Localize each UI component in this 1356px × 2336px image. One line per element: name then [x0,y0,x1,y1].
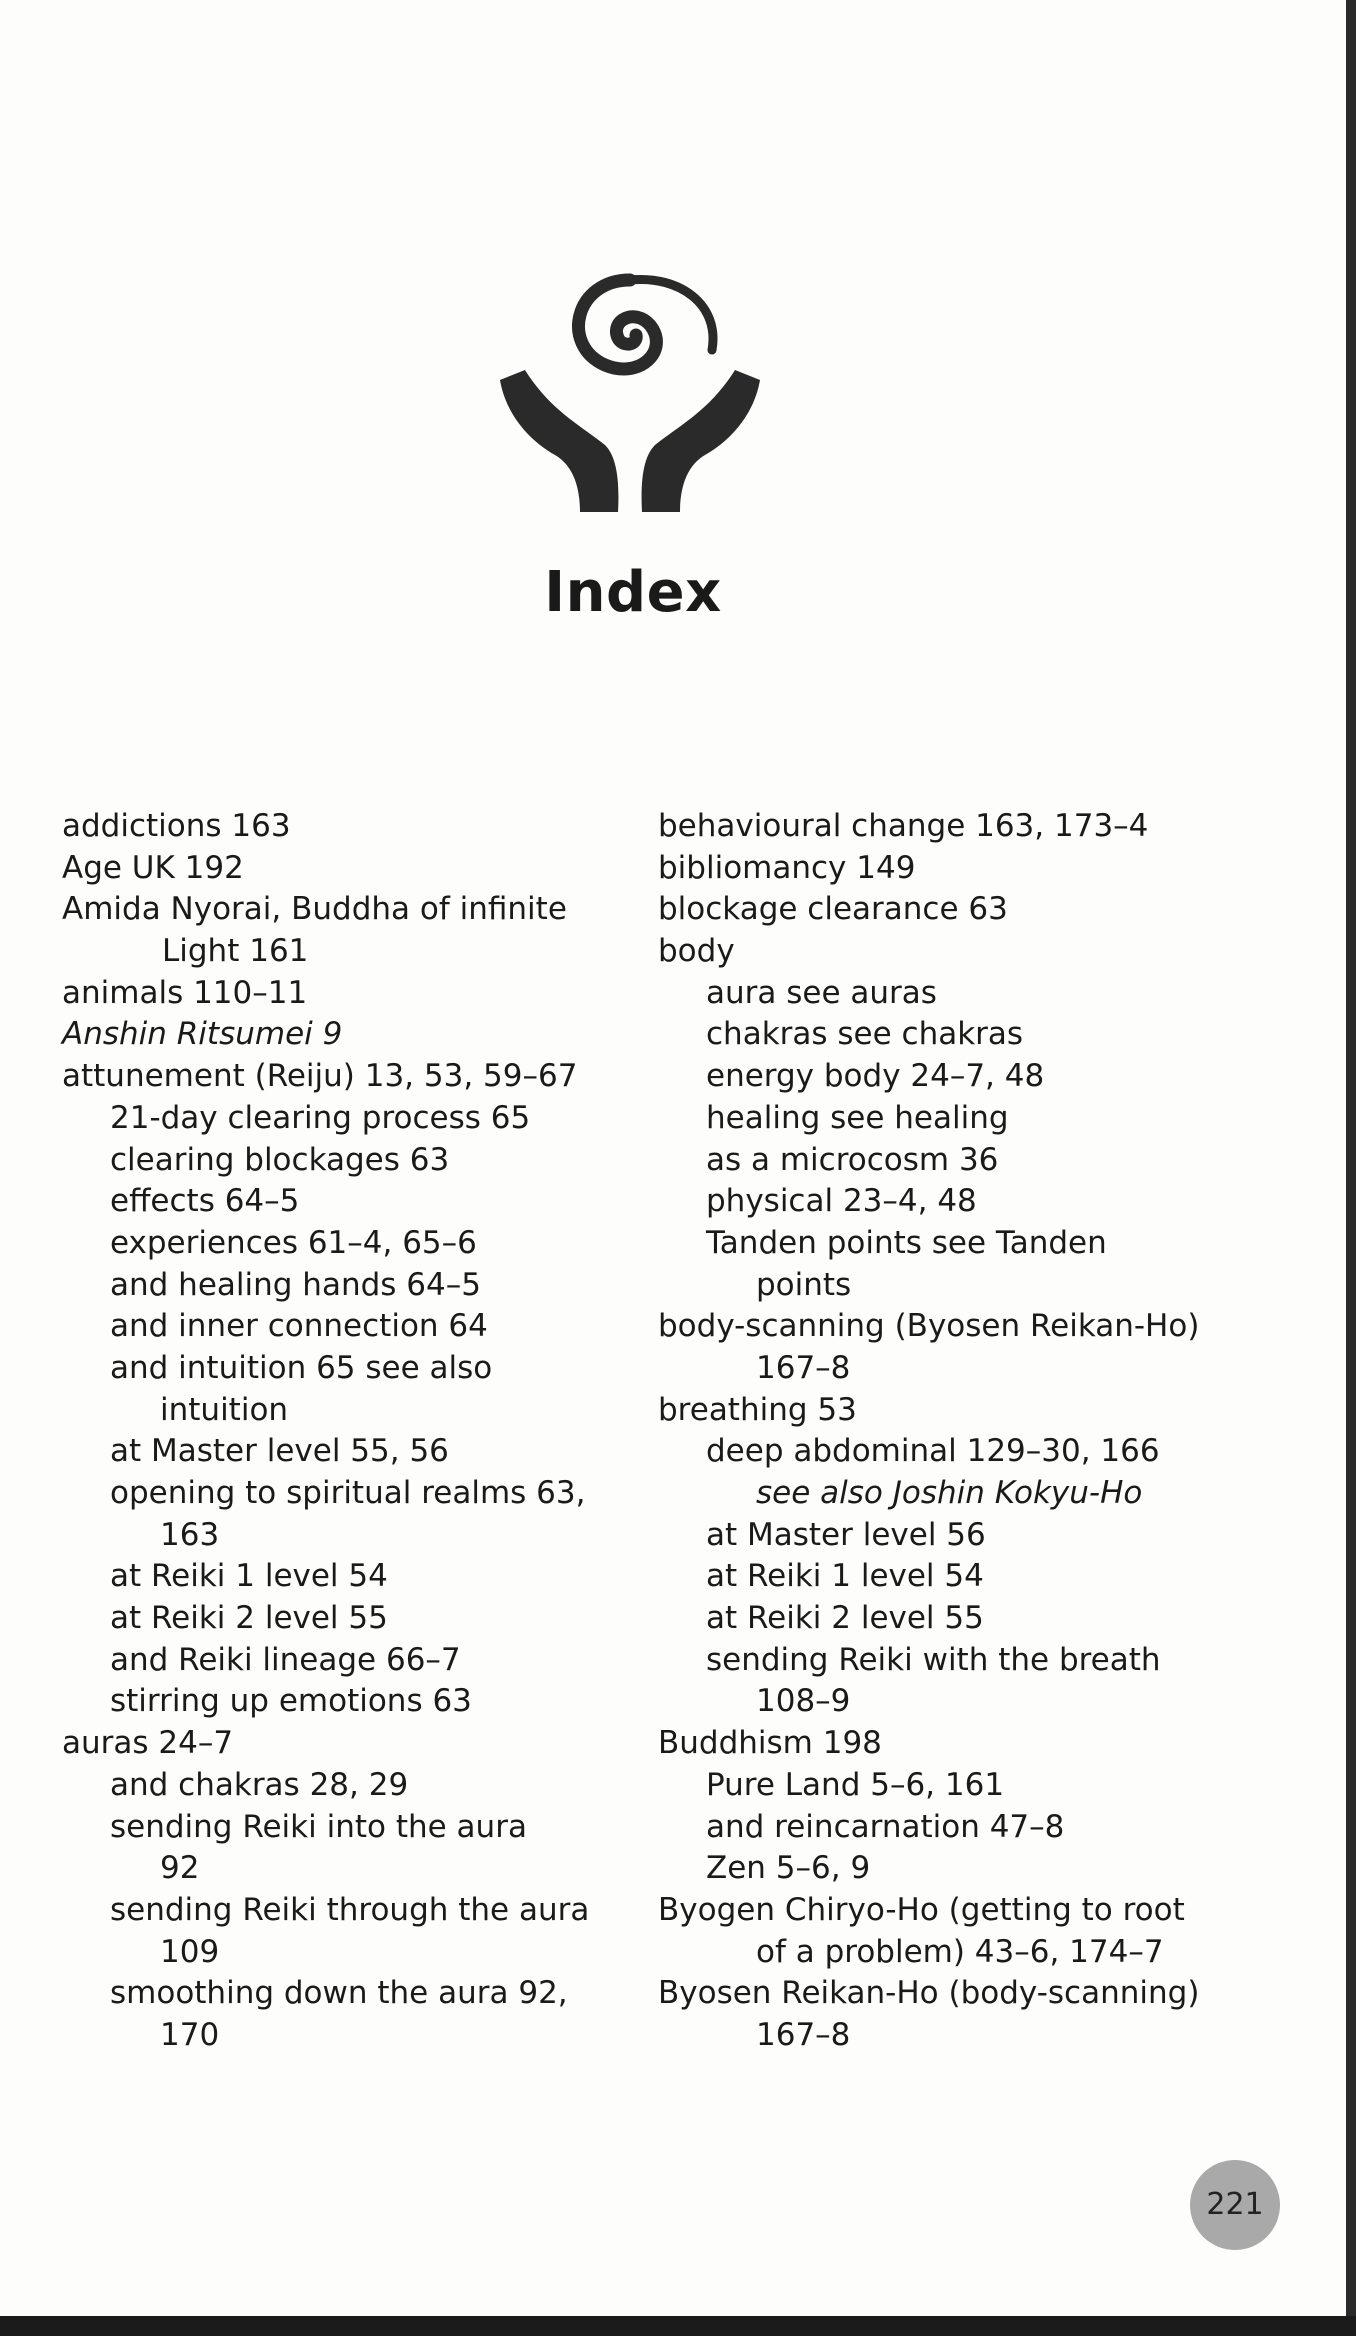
index-entry: Byosen Reikan-Ho (body-scanning) [658,1975,1200,2012]
index-entry: sending Reiki into the aura [110,1808,527,1845]
index-entry: and intuition 65 see also [110,1349,493,1386]
index-entry: sending Reiki with the breath [706,1641,1161,1678]
index-entry: energy body 24–7, 48 [706,1058,1045,1095]
index-entry: and reincarnation 47–8 [706,1808,1065,1845]
index-entry: addictions 163 [62,808,291,844]
index-entry: auras 24–7 [62,1725,234,1762]
index-entry: and healing hands 64–5 [110,1266,481,1303]
index-entry: and chakras 28, 29 [110,1766,409,1803]
index-entry: Age UK 192 [62,849,244,886]
index-entry: stirring up emotions 63 [110,1683,472,1720]
index-entry: and inner connection 64 [110,1308,488,1345]
index-entry: intuition [160,1391,289,1428]
index-entry: of a problem) 43–6, 174–7 [756,1933,1164,1970]
index-entry: 21-day clearing process 65 [110,1099,531,1136]
index-entry: physical 23–4, 48 [706,1183,977,1220]
index-entry: Tanden points see Tanden [706,1224,1107,1261]
index-entry: body-scanning (Byosen Reikan-Ho) [658,1308,1200,1345]
index-entry: aura see auras [706,974,937,1011]
index-entry: body [658,933,735,970]
index-entry: deep abdominal 129–30, 166 [706,1433,1160,1470]
index-column-right [658,806,1258,2057]
index-entry: bibliomancy 149 [658,849,916,886]
index-entry: points [756,1266,852,1303]
index-entry: and Reiki lineage 66–7 [110,1641,461,1678]
index-entry: Buddhism 198 [658,1725,882,1762]
index-entry: as a microcosm 36 [706,1141,999,1178]
index-entry: opening to spiritual realms 63, [110,1475,586,1511]
index-entry: 167–8 [756,2016,851,2053]
scan-edge-right [1346,0,1356,2336]
index-entry: at Reiki 2 level 55 [706,1600,984,1637]
index-entry: 92 [160,1850,200,1887]
index-entry: Light 161 [162,933,309,970]
index-entry: healing see healing [706,1099,1009,1136]
index-entry: chakras see chakras [706,1016,1024,1053]
index-entry: Pure Land 5–6, 161 [706,1766,1005,1803]
index-entry: see also Joshin Kokyu-Ho [756,1475,1143,1511]
index-entry: sending Reiki through the aura [110,1891,590,1928]
spiral-hands-icon [480,250,780,520]
index-entry: Byogen Chiryo-Ho (getting to root [658,1891,1185,1928]
index-entry: smoothing down the aura 92, [110,1975,568,2012]
page-title: Index [544,560,722,625]
page-number-badge: 221 [1190,2160,1280,2250]
index-entry: behavioural change 163, 173–4 [658,808,1149,844]
index-column-left [62,806,622,2057]
index-entry: animals 110–11 [62,974,308,1011]
index-entry: 163 [160,1516,220,1553]
index-entry: Zen 5–6, 9 [706,1850,871,1887]
index-entry: blockage clearance 63 [658,891,1008,928]
index-entry: 170 [160,2016,220,2053]
index-entry: Amida Nyorai, Buddha of infinite [62,891,567,928]
index-entry: at Reiki 2 level 55 [110,1600,388,1637]
index-entry: at Master level 56 [706,1516,986,1553]
index-entry: 109 [160,1933,220,1970]
index-entry: at Master level 55, 56 [110,1433,449,1470]
scan-edge-bottom [0,2316,1356,2336]
index-entry: at Reiki 1 level 54 [706,1558,984,1595]
index-entry: attunement (Reiju) 13, 53, 59–67 [62,1058,578,1095]
index-entry: 167–8 [756,1349,851,1386]
index-entry: at Reiki 1 level 54 [110,1558,388,1595]
index-entry: breathing 53 [658,1391,857,1428]
index-entry: effects 64–5 [110,1183,300,1220]
index-entry: experiences 61–4, 65–6 [110,1224,477,1261]
index-entry: clearing blockages 63 [110,1141,450,1178]
index-entry: Anshin Ritsumei 9 [62,1016,343,1053]
index-entry: 108–9 [756,1683,851,1720]
